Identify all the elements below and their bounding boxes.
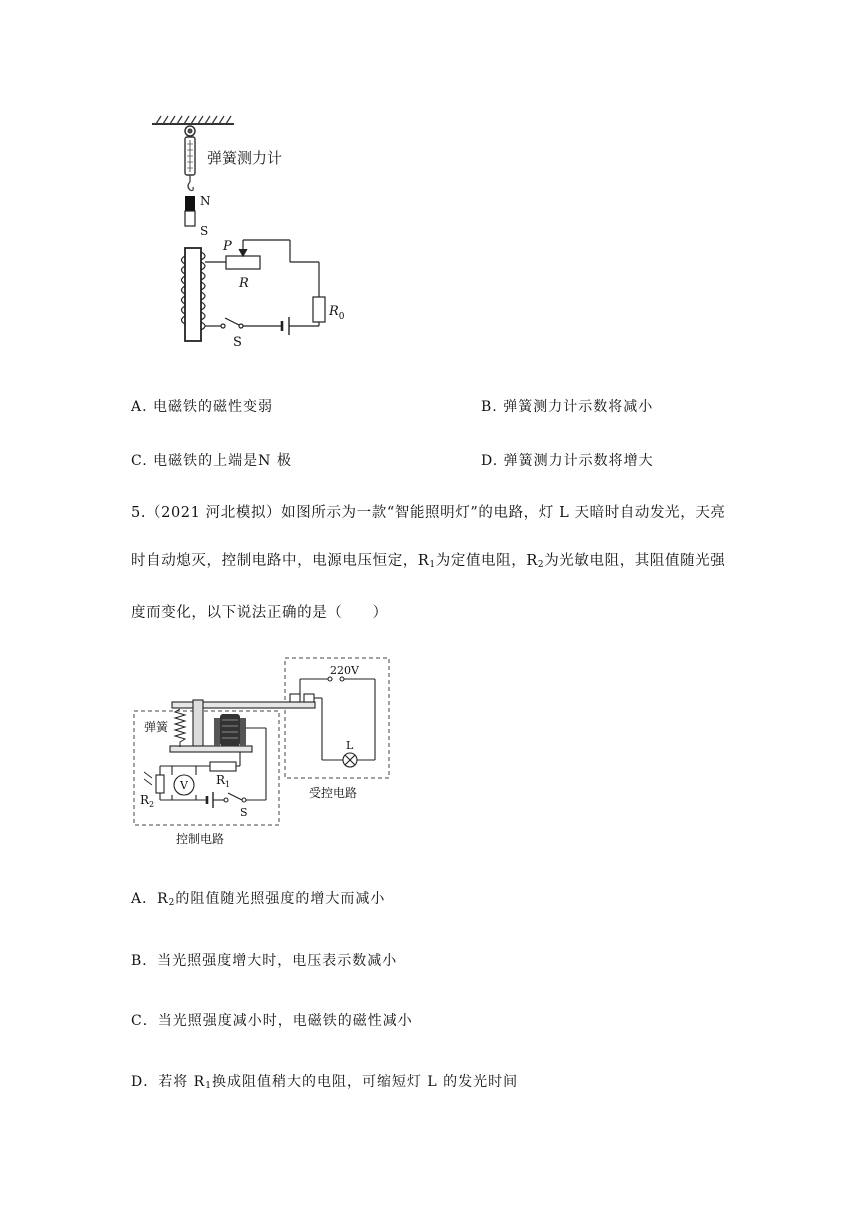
magnet-south-label: S <box>200 224 209 238</box>
control-circuit-caption: 控制电路 <box>176 832 225 846</box>
lamp-icon <box>343 753 357 767</box>
voltage-label: 220V <box>330 664 359 677</box>
question-5-stem <box>131 489 741 637</box>
q5-option-a[interactable]: A．$R_2$的阻值随光照强度的增大而减小 <box>131 891 386 908</box>
bar-magnet <box>185 196 195 226</box>
slider-label: P <box>223 239 232 254</box>
light-ray-icon <box>144 772 152 785</box>
q5-option-d[interactable]: D．若将 $R_1$换成阻值稍大的电阻，可缩短灯 L 的发光时间 <box>131 1074 519 1091</box>
q4-option-a[interactable]: A. 电磁铁的磁性变弱 <box>131 399 274 415</box>
spring-icon <box>175 709 185 747</box>
controlled-circuit-caption: 受控电路 <box>309 786 358 800</box>
voltmeter-label: V <box>180 779 188 792</box>
r2-label: $R_2$ <box>140 793 155 809</box>
control-circuit-wires <box>156 728 266 808</box>
electromagnet-icon <box>214 714 246 746</box>
electromagnet-coil <box>182 248 206 341</box>
q4-option-d[interactable]: D. 弹簧测力计示数将增大 <box>481 453 654 469</box>
electromagnet-spring-scale-figure <box>140 108 360 353</box>
r1-label: $R_1$ <box>216 773 231 789</box>
smart-light-circuit-figure <box>130 655 395 850</box>
resistor-r0-label: $R_0$ <box>329 304 345 322</box>
switch-label: S <box>233 335 242 350</box>
controlled-circuit-wires <box>300 677 375 760</box>
lamp-label: L <box>346 739 354 752</box>
q4-option-c[interactable]: C. 电磁铁的上端是N 极 <box>131 453 292 469</box>
q4-option-b[interactable]: B. 弹簧测力计示数将减小 <box>481 399 654 415</box>
question-5-line-2: 时自动熄灭，控制电路中，电源电压恒定，$R_1$为定值电阻，$R_2$为光敏电阻，其阻值随光强 <box>131 553 726 570</box>
spring-scale-label: 弹簧测力计 <box>207 149 283 167</box>
q5-option-c[interactable]: C．当光照强度减小时，电磁铁的磁性减小 <box>131 1013 413 1029</box>
circuit-wires <box>205 240 325 335</box>
spring-scale-icon <box>185 126 195 191</box>
q5-option-b[interactable]: B．当光照强度增大时，电压表示数减小 <box>131 953 398 969</box>
ceiling-mount <box>152 116 234 124</box>
rheostat-label: R <box>239 276 249 291</box>
magnet-north-label: N <box>200 194 211 208</box>
question-5-line-1: 5.（2021 河北模拟）如图所示为一款“智能照明灯”的电路，灯 L 天暗时自动发光，天亮 <box>131 505 726 521</box>
question-5-line-3: 度而变化，以下说法正确的是（ ） <box>131 605 388 621</box>
control-switch-label: S <box>240 806 248 819</box>
spring-label: 弹簧 <box>144 720 169 734</box>
